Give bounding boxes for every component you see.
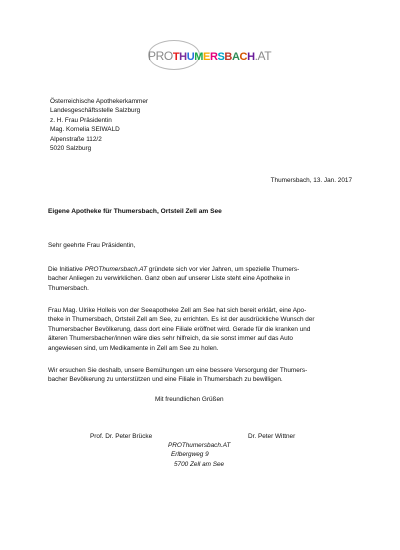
address-line: 5020 Salzburg: [50, 145, 92, 153]
logo-letter: S: [217, 51, 225, 63]
paragraph-line: Thumersbach.: [48, 284, 89, 292]
logo-letter: M: [194, 51, 203, 63]
org-line: 5700 Zell am See: [174, 460, 225, 468]
recipient-address: [50, 97, 148, 153]
logo-letter: H: [179, 51, 187, 63]
paragraph-line: bacher Bevölkerung zu unterstützen und eine Filiale in Thumersbach zu bewilligen.: [48, 376, 283, 384]
org-line: Erlbergweg 9: [171, 451, 209, 459]
letter-date: Thumersbach, 13. Jan. 2017: [270, 177, 352, 184]
logo-letter: T: [172, 51, 180, 63]
address-line: Alpenstraße 112/2: [50, 135, 102, 143]
address-line: Landesgeschäftsstelle Salzburg: [50, 107, 141, 115]
address-line: Österreichische Apothekerkammer: [50, 98, 149, 105]
signature-left: Prof. Dr. Peter Brücke: [90, 433, 153, 440]
letter-subject: Eigene Apotheke für Thumersbach, Ortsteil Zell am See: [48, 208, 222, 215]
paragraph-line: angewiesen sind, um Medikamente in Zell am See zu holen.: [48, 344, 219, 352]
paragraph-line: [48, 265, 358, 274]
paragraph-3: [48, 366, 358, 385]
logo-at: .AT: [254, 49, 272, 63]
initiative-name: PROThumersbach.AT: [84, 266, 147, 273]
paragraph-line: Frau Mag. Ulrike Holleis von der Seeapotheke Zell am See hat sich bereit erklärt, eine Apo-: [48, 307, 307, 314]
text-run: gründete sich vor vier Jahren, um spezielle Thumers-: [146, 266, 300, 273]
org-line: PROThumersbach.AT: [168, 442, 231, 449]
paragraph-2: [48, 306, 358, 353]
organization-address: [168, 441, 230, 469]
logo-letter: C: [239, 51, 248, 63]
address-line: z. H. Frau Präsidentin: [50, 116, 112, 124]
address-line: Mag. Kornelia SEIWALD: [50, 126, 120, 134]
paragraph-line: Wir ersuchen Sie deshalb, unsere Bemühungen um eine bessere Versorgung der Thumers-: [48, 367, 308, 374]
text-run: Die Initiative: [48, 266, 85, 273]
logo-wordmark: [148, 48, 271, 64]
prothumersbach-logo: [148, 40, 272, 70]
logo-letter: E: [203, 51, 210, 63]
closing-greeting: Mit freundlichen Grüßen: [155, 396, 224, 403]
paragraph-line: älteren Thumersbacher/innen wäre dies sehr hilfreich, da sie sonst immer auf das Auto: [48, 335, 293, 343]
paragraph-1: [48, 265, 358, 293]
paragraph-line: theke in Thumersbach, Ortsteil Zell am See, zu errichten. Es ist der ausdrückliche Wunsch der: [48, 316, 315, 324]
logo-letter: R: [209, 51, 218, 63]
logo-letter: H: [247, 51, 255, 63]
paragraph-line: bacher Anliegen zu verwirklichen. Ganz oben auf unserer Liste steht eine Apotheke in: [48, 275, 290, 283]
paragraph-line: Thumersbacher Bevölkerung, dass dort eine Filiale eröffnet wird. Gerade für die kranken und: [48, 325, 311, 333]
salutation: Sehr geehrte Frau Präsidentin,: [48, 242, 136, 249]
logo-thumersbach: [173, 51, 255, 63]
signature-right: Dr. Peter Wittner: [248, 433, 296, 440]
logo-letter: U: [186, 51, 195, 63]
logo-letter: A: [231, 51, 240, 63]
logo-letter: B: [224, 51, 232, 63]
logo-pro: PRO: [148, 49, 173, 63]
